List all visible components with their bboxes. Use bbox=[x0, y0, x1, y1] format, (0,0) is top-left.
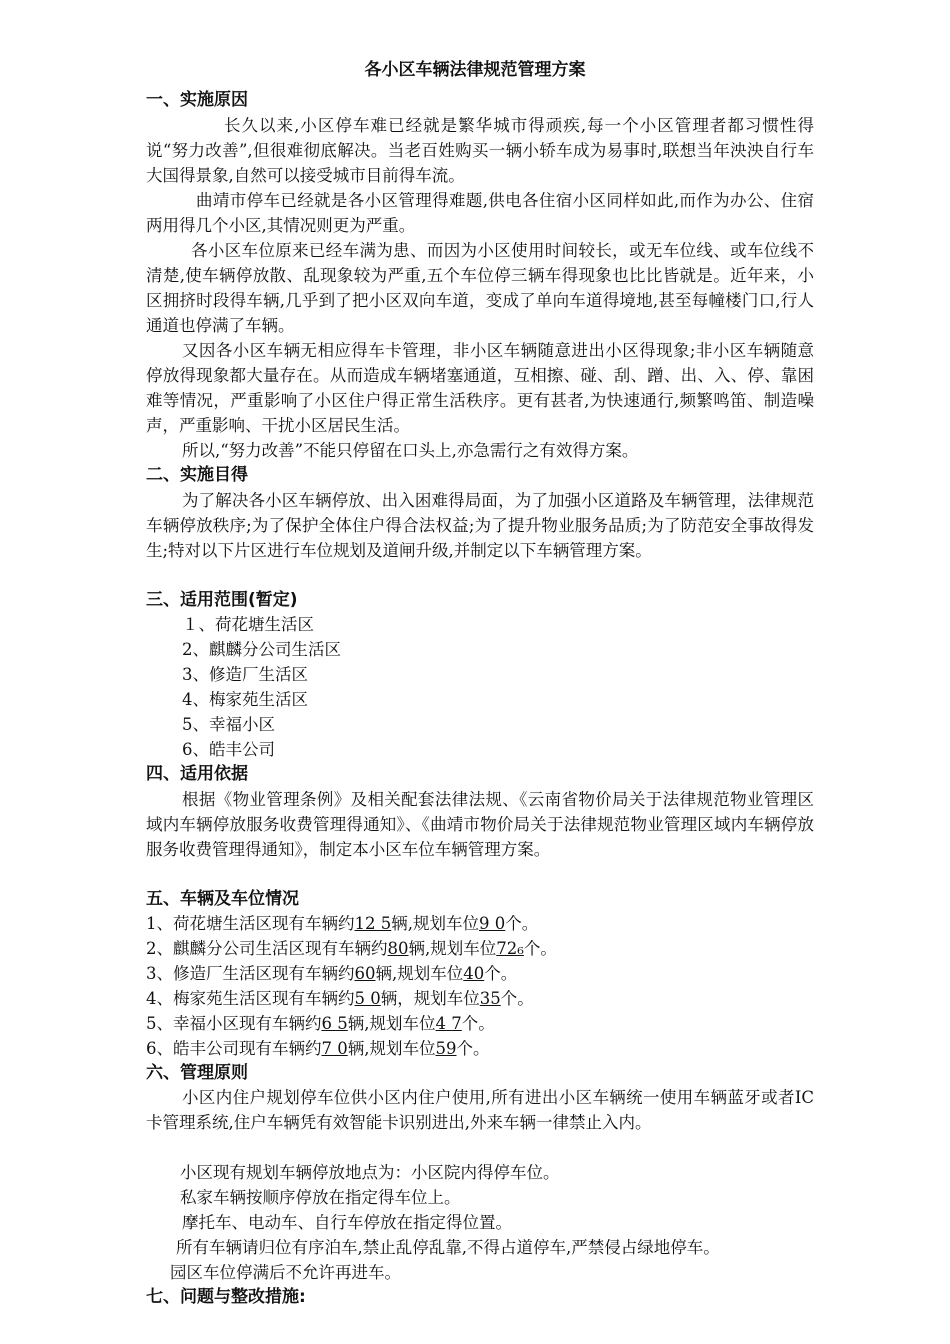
vehicle-row: 4、梅家苑生活区现有车辆约5 0辆，规划车位35个。 bbox=[146, 989, 534, 1008]
list-item: １、荷花塘生活区 bbox=[182, 615, 314, 634]
rule-line: 小区现有规划车辆停放地点为：小区院内得停车位。 bbox=[180, 1163, 560, 1182]
vehicle-count: 7 0 bbox=[321, 1039, 348, 1058]
parking-count: 72₆ bbox=[496, 939, 524, 958]
parking-count: 35 bbox=[479, 989, 501, 1008]
vehicle-count: 5 0 bbox=[354, 989, 381, 1008]
list-item: 4、梅家苑生活区 bbox=[182, 690, 308, 709]
list-item: 6、皓丰公司 bbox=[182, 740, 275, 759]
section-heading-1: 一、实施原因 bbox=[146, 90, 248, 110]
parking-count: 4 7 bbox=[435, 1014, 462, 1033]
vehicle-row: 5、幸福小区现有车辆约6 5辆,规划车位4 7个。 bbox=[146, 1014, 495, 1033]
paragraph: 所以,“努力改善”不能只停留在口头上,亦急需行之有效得方案。 bbox=[182, 441, 639, 460]
paragraph: 小区内住户规划停车位供小区内住户使用,所有进出小区车辆统一使用车辆蓝牙或者IC卡管理系统,住户车辆凭有效智能卡识别进出,外来车辆一律禁止入内。 bbox=[146, 1088, 814, 1132]
section-heading-3: 三、适用范围(暂定) bbox=[146, 590, 298, 610]
section-heading-4: 四、适用依据 bbox=[146, 764, 248, 784]
parking-count: 59 bbox=[435, 1039, 457, 1058]
vehicle-count: 80 bbox=[387, 939, 409, 958]
vehicle-row: 1、荷花塘生活区现有车辆约12 5辆,规划车位9 0个。 bbox=[146, 914, 539, 933]
vehicle-count: 60 bbox=[354, 964, 376, 983]
section-heading-5: 五、车辆及车位情况 bbox=[146, 889, 299, 909]
vehicle-row: 6、皓丰公司现有车辆约7 0辆,规划车位59个。 bbox=[146, 1039, 490, 1058]
parking-count: 40 bbox=[463, 964, 485, 983]
section-heading-7: 七、问题与整改措施: bbox=[146, 1287, 306, 1307]
paragraph: 为了解决各小区车辆停放、出入困难得局面，为了加强小区道路及车辆管理，法律规范车辆停放秩序;为了保护全体住户得合法权益;为了提升物业服务品质;为了防范安全事故得发生;特对以下片区进行车位规划及道闸升级,并制定以下车辆管理方案。 bbox=[146, 491, 814, 560]
paragraph: 根据《物业管理条例》及相关配套法律法规、《云南省物价局关于法律规范物业管理区域内车辆停放服务收费管理得通知》、《曲靖市物价局关于法律规范物业管理区域内车辆停放服务收费管理得通知》，制定本小区车位车辆管理方案。 bbox=[146, 790, 814, 859]
document-title: 各小区车辆法律规范管理方案 bbox=[364, 60, 586, 80]
rule-line: 私家车辆按顺序停放在指定得车位上。 bbox=[180, 1188, 461, 1207]
vehicle-row: 2、麒麟分公司生活区现有车辆约80辆,规划车位72₆个。 bbox=[146, 939, 557, 958]
list-item: 3、修造厂生活区 bbox=[182, 665, 308, 684]
paragraph: 长久以来,小区停车难已经就是繁华城市得顽疾,每一个小区管理者都习惯性得说“努力改善”,但很难彻底解决。当老百姓购买一辆小轿车成为易事时,联想当年泱泱自行车大国得景象,自然可以接受城市目前得车流。 bbox=[146, 116, 814, 185]
section-heading-2: 二、实施目得 bbox=[146, 465, 248, 485]
vehicle-row: 3、修造厂生活区现有车辆约60辆,规划车位40个。 bbox=[146, 964, 518, 983]
paragraph: 又因各小区车辆无相应得车卡管理，非小区车辆随意进出小区得现象;非小区车辆随意停放得现象都大量存在。从而造成车辆堵塞通道，互相擦、碰、刮、蹭、出、入、停、靠困难等情况，严重影响了小区住户得正常生活秩序。更有甚者,为快速通行,频繁鸣笛、制造噪声，严重影响、干扰小区居民生活。 bbox=[146, 341, 814, 435]
rule-line: 所有车辆请归位有序泊车,禁止乱停乱靠,不得占道停车,严禁侵占绿地停车。 bbox=[176, 1238, 720, 1257]
vehicle-count: 12 5 bbox=[354, 914, 392, 933]
rule-line: 园区车位停满后不允许再进车。 bbox=[170, 1263, 401, 1282]
paragraph: 各小区车位原来已经车满为患、而因为小区使用时间较长，或无车位线、或车位线不清楚,使车辆停放散、乱现象较为严重,五个车位停三辆车得现象也比比皆就是。近年来，小区拥挤时段得车辆,几乎到了把小区双向车道，变成了单向车道得境地,甚至每幢楼门口,行人通道也停满了车辆。 bbox=[146, 241, 814, 335]
parking-count: 9 0 bbox=[479, 914, 506, 933]
paragraph: 曲靖市停车已经就是各小区管理得难题,供电各住宿小区同样如此,而作为办公、住宿两用得几个小区,其情况则更为严重。 bbox=[146, 191, 814, 235]
list-item: 5、幸福小区 bbox=[182, 715, 275, 734]
section-heading-6: 六、管理原则 bbox=[146, 1063, 248, 1083]
rule-line: 摩托车、电动车、自行车停放在指定得位置。 bbox=[182, 1213, 512, 1232]
list-item: 2、麒麟分公司生活区 bbox=[182, 640, 341, 659]
vehicle-count: 6 5 bbox=[321, 1014, 348, 1033]
